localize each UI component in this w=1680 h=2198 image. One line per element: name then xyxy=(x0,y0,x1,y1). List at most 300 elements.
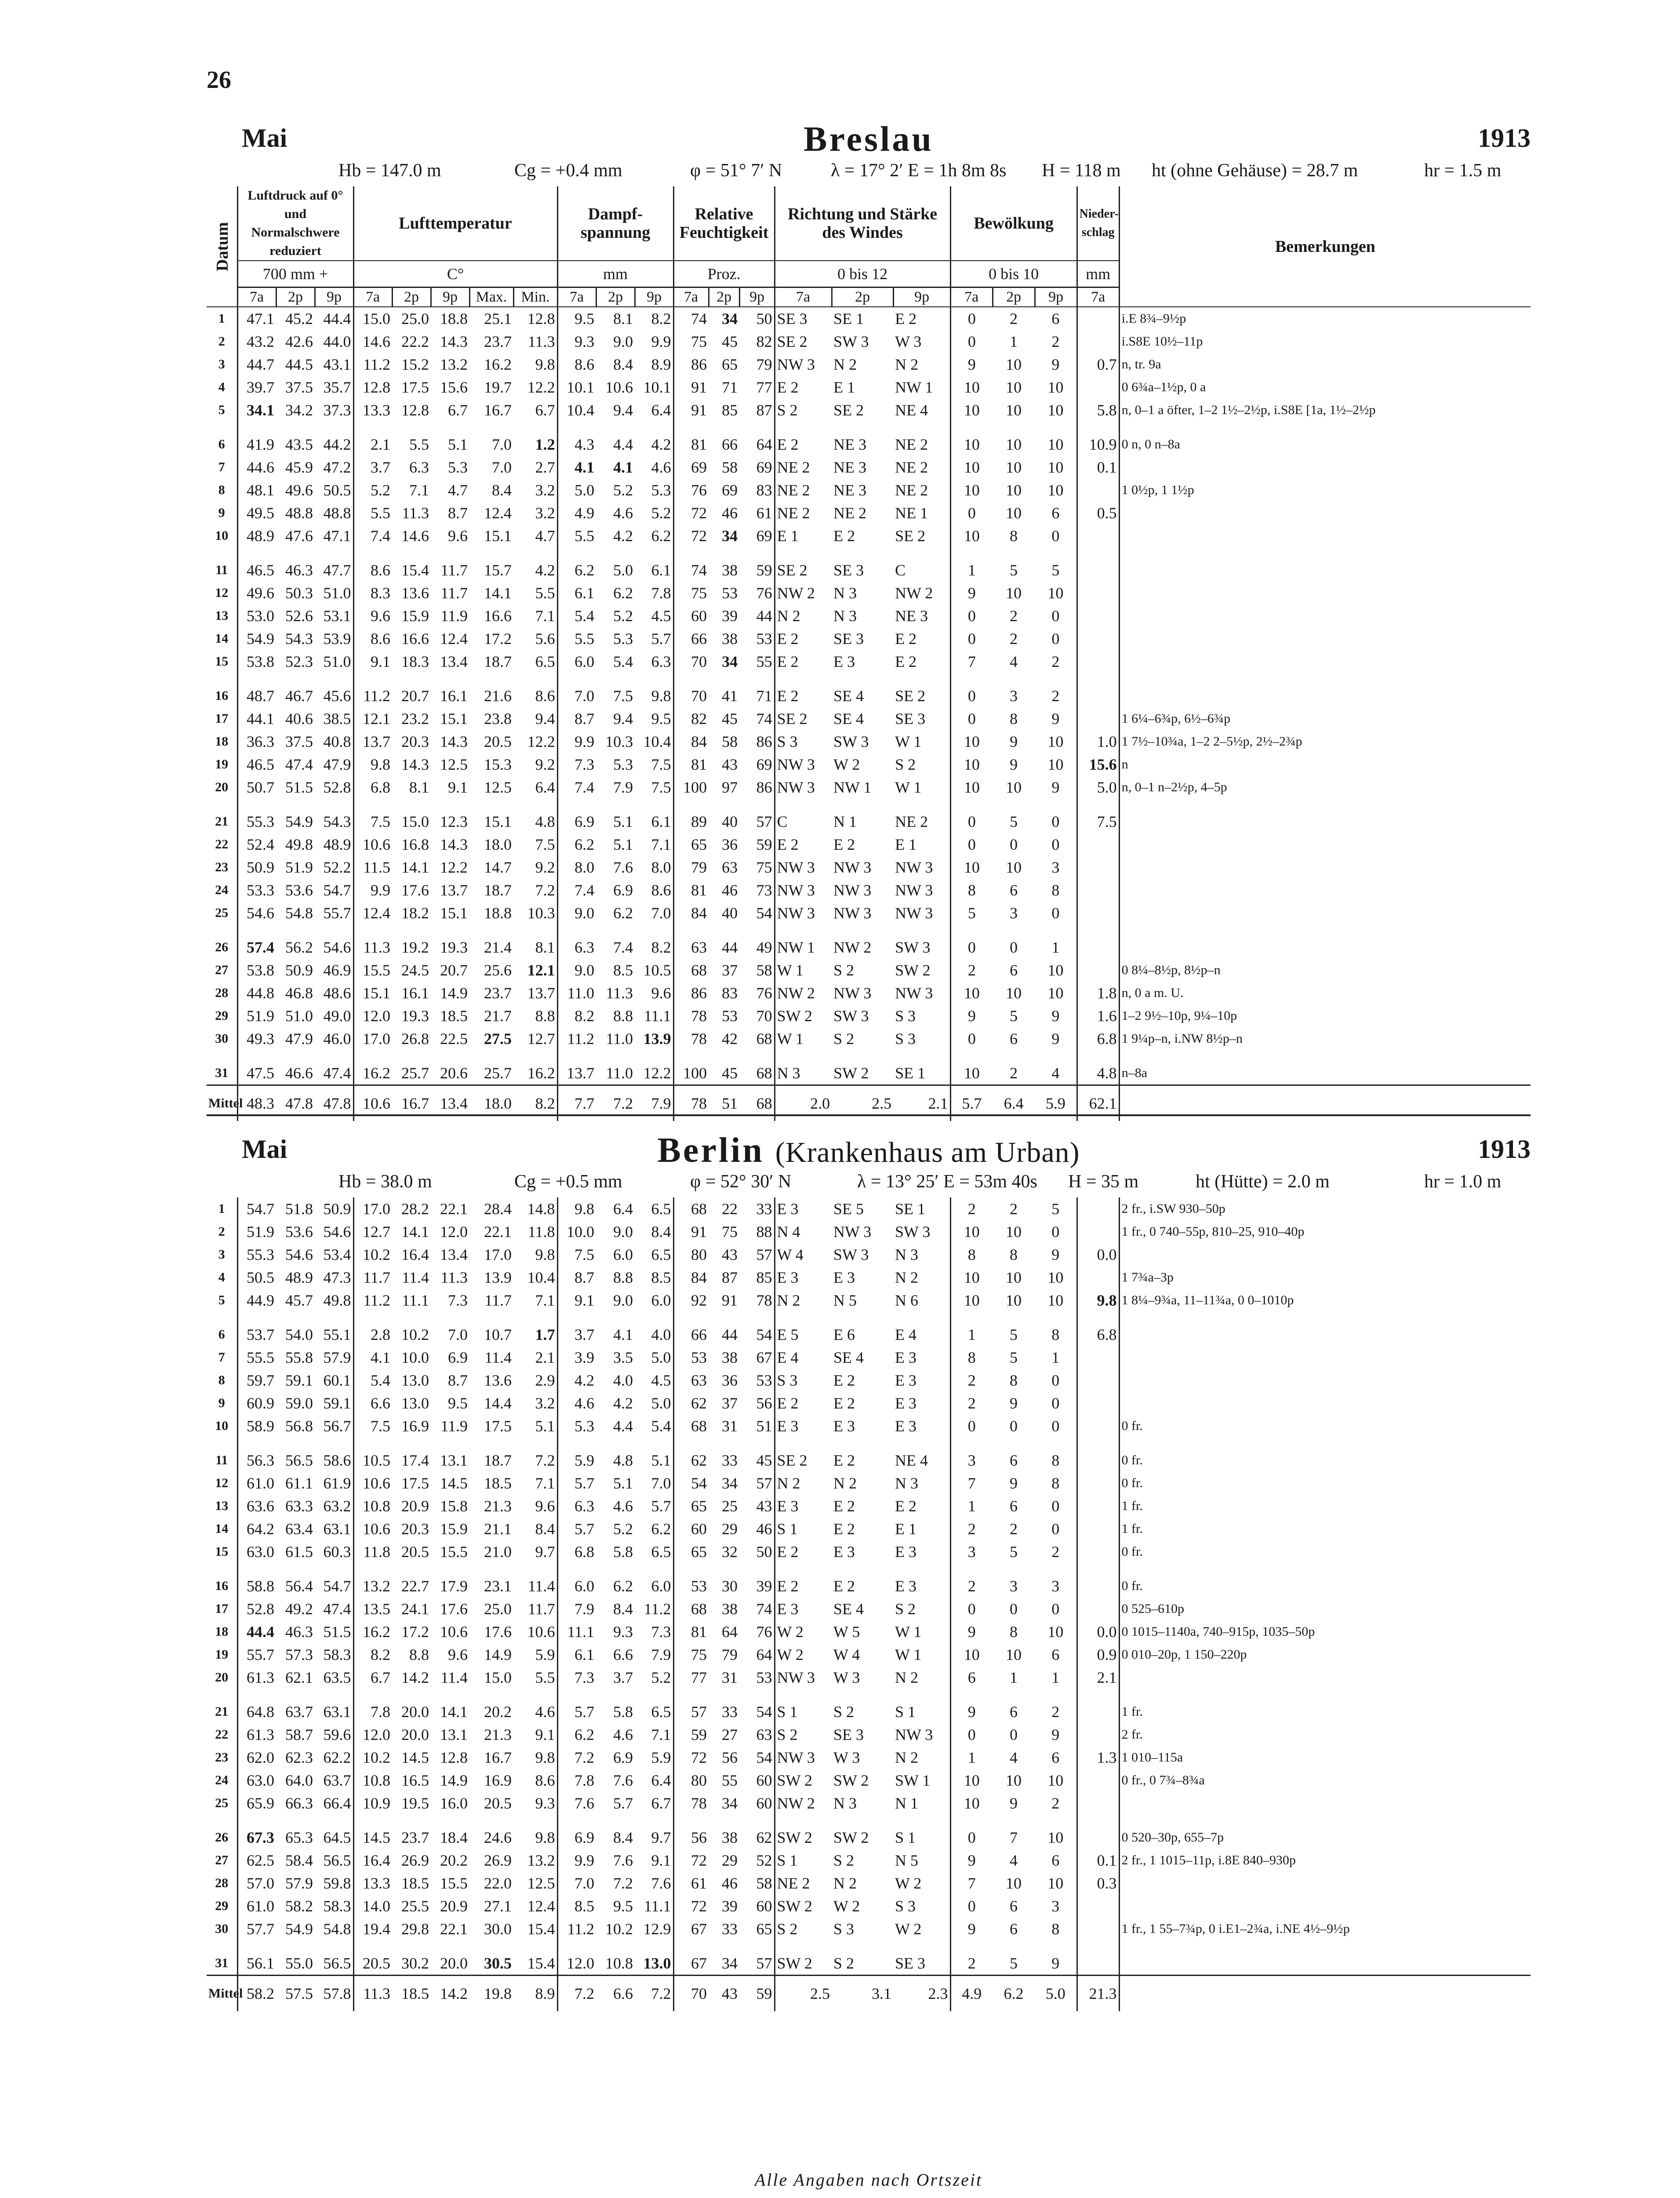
station-header xyxy=(207,120,1531,159)
data-cell: 60 xyxy=(673,604,709,627)
data-cell: 25.1 xyxy=(484,310,512,328)
data-cell: 75 xyxy=(722,1223,738,1241)
data-cell: 60.3 xyxy=(323,1543,351,1561)
data-cell: 11.7 xyxy=(484,1292,512,1309)
day-number: 20 xyxy=(207,776,237,799)
data-cell: 16.4 xyxy=(401,1246,429,1263)
data-cell: S 1 xyxy=(895,1829,916,1846)
data-cell: 5.0 xyxy=(557,479,596,502)
data-cell: 53.6 xyxy=(285,881,313,899)
data-cell: 23.2 xyxy=(401,710,429,728)
unit-niederschlag: mm xyxy=(1077,261,1119,287)
data-cell: 0 xyxy=(1051,813,1060,830)
data-cell: 53.1 xyxy=(323,607,351,625)
data-cell: 47.9 xyxy=(323,756,351,773)
data-cell: 4.2 xyxy=(613,1394,633,1412)
data-cell: 4 xyxy=(1010,1852,1018,1869)
data-cell: 56.8 xyxy=(285,1417,313,1435)
day-number: 2 xyxy=(207,330,237,353)
data-cell: 52.3 xyxy=(285,653,313,670)
data-cell: W 2 xyxy=(895,1920,922,1938)
data-cell: 8.4 xyxy=(535,1520,555,1538)
mean-cell: 6.4 xyxy=(993,1085,1035,1121)
data-cell: 8.9 xyxy=(651,356,671,373)
data-cell: 11.3 xyxy=(353,924,392,959)
data-cell: 60 xyxy=(756,1897,772,1915)
data-cell: 7 xyxy=(950,1472,993,1495)
data-cell: 14.3 xyxy=(401,756,429,773)
data-cell: 15.5 xyxy=(353,959,392,982)
data-cell: 19.5 xyxy=(401,1794,429,1812)
data-cell: 16.8 xyxy=(401,836,429,853)
data-cell: 6.4 xyxy=(651,1772,671,1789)
col-dampfspannung: Dampf-spannung xyxy=(557,186,673,261)
data-cell: 5.4 xyxy=(353,1369,392,1392)
data-cell: 7.1 xyxy=(535,1292,555,1309)
data-cell xyxy=(1077,1415,1119,1437)
data-cell: 2 xyxy=(1010,1200,1018,1218)
data-cell xyxy=(1077,1540,1119,1563)
data-cell: 5.0 xyxy=(651,1394,671,1412)
table-row xyxy=(207,1415,1531,1437)
mean-cell: 7.7 xyxy=(557,1085,596,1121)
data-cell: 30.5 xyxy=(484,1954,512,1972)
table-row xyxy=(207,1940,1531,1976)
data-cell: 70 xyxy=(673,650,709,673)
data-cell: 0 xyxy=(950,604,993,627)
data-cell: 22.1 xyxy=(484,1223,512,1241)
sub-9p: 9p xyxy=(635,287,673,307)
data-cell: 51.9 xyxy=(247,1007,274,1025)
data-cell: 7.1 xyxy=(651,1726,671,1743)
data-cell: 15.4 xyxy=(401,561,429,579)
data-cell: N 2 xyxy=(895,1749,918,1766)
data-cell: 64 xyxy=(756,436,772,453)
data-cell: 85 xyxy=(756,1269,772,1286)
data-cell: 54.9 xyxy=(285,813,313,830)
data-cell: 6.8 xyxy=(557,1540,596,1563)
data-cell: 12.3 xyxy=(440,813,468,830)
data-cell: NE 3 xyxy=(833,481,867,499)
data-cell: 4.5 xyxy=(651,607,671,625)
data-cell: 55.7 xyxy=(247,1646,274,1663)
data-cell: 5 xyxy=(1051,1200,1060,1218)
data-cell: 17.0 xyxy=(484,1246,512,1263)
data-cell: 55.3 xyxy=(247,1246,274,1263)
data-cell: 9 xyxy=(950,582,993,604)
data-cell: 20.0 xyxy=(401,1726,429,1743)
data-cell: 9.9 xyxy=(557,730,596,753)
data-cell: 20.0 xyxy=(401,1703,429,1721)
data-cell: C xyxy=(895,561,906,579)
data-cell: 4.6 xyxy=(651,459,671,476)
mean-cell: 5.7 xyxy=(950,1085,993,1121)
data-cell: 9.6 xyxy=(448,527,468,545)
data-cell: 64.8 xyxy=(247,1703,274,1721)
data-cell: 62.1 xyxy=(285,1669,313,1686)
data-cell: 10 xyxy=(950,456,993,479)
data-cell: 17.5 xyxy=(401,378,429,396)
data-cell: 76 xyxy=(756,984,772,1002)
data-cell: 45 xyxy=(722,1064,738,1082)
data-cell: 0 xyxy=(950,1895,993,1918)
data-cell: 4.8 xyxy=(613,1452,633,1469)
data-cell: 87 xyxy=(756,401,772,419)
data-cell: E 6 xyxy=(833,1326,855,1343)
data-cell: 8.7 xyxy=(557,1266,596,1289)
sub-2p: 2p xyxy=(392,287,431,307)
data-cell: 10 xyxy=(1047,984,1064,1002)
data-cell: 13.2 xyxy=(440,356,468,373)
data-cell: 10.5 xyxy=(643,961,671,979)
data-cell: 2 xyxy=(950,1517,993,1540)
data-cell: N 2 xyxy=(833,1474,857,1492)
data-cell: 46.5 xyxy=(247,561,274,579)
sub-9p: 9p xyxy=(893,287,950,307)
data-cell: 100 xyxy=(673,1050,709,1085)
data-cell xyxy=(1077,1598,1119,1620)
data-cell: 82 xyxy=(673,707,709,730)
data-cell: 13.1 xyxy=(440,1726,468,1743)
data-cell: 54.6 xyxy=(323,1223,351,1241)
data-cell: 8.2 xyxy=(651,310,671,328)
data-cell: 38.5 xyxy=(323,710,351,728)
data-cell: 1.3 xyxy=(1077,1746,1119,1769)
data-cell: 62 xyxy=(756,1829,772,1846)
data-cell: 12.2 xyxy=(643,1064,671,1082)
table-row xyxy=(207,1197,1531,1220)
data-cell: 47.4 xyxy=(285,756,313,773)
data-cell: 4.1 xyxy=(613,459,633,476)
data-cell: 53 xyxy=(722,1007,738,1025)
data-cell: NW 3 xyxy=(833,881,872,899)
day-number: 1 xyxy=(207,307,237,330)
data-cell: N 2 xyxy=(895,1269,918,1286)
data-cell: 7.6 xyxy=(557,1792,596,1815)
data-cell: 0 xyxy=(1051,630,1060,648)
data-cell: 0 xyxy=(1051,527,1060,545)
mean-cell: 6.2 xyxy=(993,1976,1035,2012)
data-cell: 0 xyxy=(1051,1372,1060,1389)
data-cell: SE 2 xyxy=(775,707,832,730)
mean-cell: 2.1 xyxy=(893,1085,950,1121)
data-cell xyxy=(1077,650,1119,673)
data-cell: E 2 xyxy=(775,627,832,650)
data-cell: 9.8 xyxy=(651,687,671,705)
data-cell: 7.2 xyxy=(535,1452,555,1469)
data-cell: 63 xyxy=(673,1369,709,1392)
data-cell: 84 xyxy=(673,730,709,753)
mean-cell: 51 xyxy=(709,1085,739,1121)
data-cell: 10 xyxy=(1006,779,1022,796)
table-row xyxy=(207,1598,1531,1620)
data-cell: 16.2 xyxy=(527,1064,555,1082)
data-cell: 12.2 xyxy=(527,733,555,750)
remarks-cell: 0 fr. xyxy=(1119,1415,1531,1437)
data-cell: 0.0 xyxy=(1077,1620,1119,1643)
data-cell: 12.8 xyxy=(401,401,429,419)
data-cell: 4.6 xyxy=(557,1392,596,1415)
data-cell xyxy=(1077,856,1119,879)
data-cell: 7.6 xyxy=(613,1772,633,1789)
table-row xyxy=(207,673,1531,707)
mean-cell: 14.2 xyxy=(431,1976,469,2012)
data-cell: NE 4 xyxy=(895,1452,928,1469)
data-cell: 86 xyxy=(673,982,709,1004)
data-cell: SW 3 xyxy=(833,1246,869,1263)
remarks-cell: 2 fr., 1 1015–11p, i.8E 840–930p xyxy=(1119,1849,1531,1872)
data-cell: SW 2 xyxy=(775,1004,832,1027)
data-cell: 5.9 xyxy=(557,1437,596,1472)
data-cell: 37 xyxy=(722,1394,738,1412)
mean-cell: 7.2 xyxy=(635,1976,673,2012)
data-cell xyxy=(1077,1815,1119,1849)
data-cell: SW 2 xyxy=(775,1769,832,1792)
data-cell: 3 xyxy=(1051,859,1060,876)
data-cell: 15.0 xyxy=(353,307,392,330)
data-cell: 28.4 xyxy=(484,1200,512,1218)
data-cell: 58.7 xyxy=(285,1726,313,1743)
data-cell: 79 xyxy=(722,1646,738,1663)
data-cell: 6.3 xyxy=(557,1495,596,1517)
data-cell: NW 3 xyxy=(833,859,872,876)
data-cell: 6.0 xyxy=(651,1577,671,1595)
data-cell: 6 xyxy=(950,1666,993,1689)
data-cell: 10 xyxy=(950,776,993,799)
data-cell: W 3 xyxy=(833,1749,860,1766)
data-cell: 16.0 xyxy=(440,1794,468,1812)
data-cell: 5.5 xyxy=(353,502,392,524)
data-cell: 57.9 xyxy=(285,1874,313,1892)
data-cell: 16.9 xyxy=(401,1417,429,1435)
data-cell: 7.3 xyxy=(557,753,596,776)
data-cell: 10.4 xyxy=(527,1269,555,1286)
data-cell: SE 4 xyxy=(833,1349,864,1366)
data-cell: 0 xyxy=(1051,1223,1060,1241)
mean-cell: 7.2 xyxy=(557,1976,596,2012)
data-cell xyxy=(1077,1369,1119,1392)
data-cell: 0 xyxy=(950,1598,993,1620)
data-cell: 1 xyxy=(1051,1669,1060,1686)
data-cell: 8.6 xyxy=(353,627,392,650)
data-cell: 0 xyxy=(1051,1520,1060,1538)
data-cell: 69 xyxy=(722,481,738,499)
data-cell: 6.5 xyxy=(651,1246,671,1263)
data-cell: 38 xyxy=(722,630,738,648)
data-cell: 9.1 xyxy=(448,779,468,796)
data-cell: 6.0 xyxy=(557,650,596,673)
data-cell: 9.1 xyxy=(353,650,392,673)
data-cell: 52.4 xyxy=(247,836,274,853)
day-number: 3 xyxy=(207,353,237,376)
data-cell: 6.9 xyxy=(448,1349,468,1366)
data-cell: W 1 xyxy=(895,779,922,796)
remarks-cell: 0 525–610p xyxy=(1119,1598,1531,1620)
table-row xyxy=(207,1918,1531,1940)
data-cell: 61.1 xyxy=(285,1474,313,1492)
table-row xyxy=(207,1666,1531,1689)
day-number: 30 xyxy=(207,1027,237,1050)
data-cell: 0 xyxy=(1010,1417,1018,1435)
data-cell: 10 xyxy=(1047,1292,1064,1309)
data-cell: 1.2 xyxy=(535,436,555,453)
data-cell: 19.4 xyxy=(353,1918,392,1940)
data-cell: 0 xyxy=(1010,1726,1018,1743)
data-cell: 23.7 xyxy=(484,984,512,1002)
table-row xyxy=(207,1004,1531,1027)
data-cell: 0 xyxy=(1051,904,1060,922)
data-cell: 39 xyxy=(722,1897,738,1915)
data-cell: 3.2 xyxy=(535,504,555,522)
data-cell: 56.5 xyxy=(285,1452,313,1469)
data-cell: 3.7 xyxy=(353,456,392,479)
data-cell: 24.5 xyxy=(401,961,429,979)
data-cell: 15.6 xyxy=(440,378,468,396)
data-cell: 7.5 xyxy=(651,756,671,773)
mean-cell: 8.2 xyxy=(513,1085,557,1121)
data-cell: 14.3 xyxy=(440,836,468,853)
mean-cell: 18.5 xyxy=(392,1976,431,2012)
data-cell: 9.9 xyxy=(651,333,671,350)
data-cell: 44.2 xyxy=(323,436,351,453)
data-cell: 12.4 xyxy=(353,902,392,924)
data-cell: N 3 xyxy=(895,1474,918,1492)
data-cell: 10.1 xyxy=(643,378,671,396)
data-cell: 0 xyxy=(950,502,993,524)
data-cell: 0 xyxy=(950,330,993,353)
mean-cell: 19.8 xyxy=(469,1976,513,2012)
data-cell: 48.1 xyxy=(247,481,274,499)
data-cell: 8 xyxy=(1010,1372,1018,1389)
meta-gravity-correction: Cg = +0.5 mm xyxy=(514,1172,622,1192)
data-cell: E 3 xyxy=(895,1417,916,1435)
data-cell: 11.4 xyxy=(484,1349,512,1366)
data-cell: 2 xyxy=(1010,607,1018,625)
data-cell: 44 xyxy=(722,1326,738,1343)
data-cell: 25.7 xyxy=(484,1064,512,1082)
data-cell: 8.7 xyxy=(448,504,468,522)
data-cell: 33 xyxy=(722,1703,738,1721)
data-cell: 12.0 xyxy=(440,1223,468,1241)
data-cell: 45.6 xyxy=(323,687,351,705)
table-row xyxy=(207,1220,1531,1243)
data-cell: 72 xyxy=(673,502,709,524)
data-cell: 10 xyxy=(1006,356,1022,373)
data-cell: 17.6 xyxy=(401,881,429,899)
data-cell: 57.7 xyxy=(247,1920,274,1938)
data-cell xyxy=(1077,547,1119,582)
data-cell: 5.4 xyxy=(613,653,633,670)
data-cell: 34 xyxy=(722,527,738,545)
data-cell: 5.5 xyxy=(557,524,596,547)
data-cell: 8.6 xyxy=(651,881,671,899)
data-cell: 80 xyxy=(673,1769,709,1792)
data-cell: NW 3 xyxy=(775,353,832,376)
data-cell: 11.7 xyxy=(440,561,468,579)
data-cell: 45.2 xyxy=(285,310,313,328)
data-cell: 5.3 xyxy=(557,1415,596,1437)
data-cell: 47.3 xyxy=(323,1269,351,1286)
data-cell: 51.9 xyxy=(285,859,313,876)
data-cell: 0 xyxy=(950,1723,993,1746)
data-cell: 8 xyxy=(950,879,993,902)
data-cell: 11.3 xyxy=(402,504,429,522)
data-cell xyxy=(1077,479,1119,502)
data-cell: 2 xyxy=(1010,1520,1018,1538)
unit-lufttemperatur: C° xyxy=(353,261,557,287)
data-cell: 7.6 xyxy=(613,859,633,876)
day-number: 11 xyxy=(207,547,237,582)
data-cell: 44.1 xyxy=(247,710,274,728)
data-cell: 6.6 xyxy=(353,1392,392,1415)
data-cell: 41.9 xyxy=(247,436,274,453)
data-cell: 48.9 xyxy=(323,836,351,853)
remarks-cell xyxy=(1119,673,1531,707)
data-cell: 7.3 xyxy=(557,1666,596,1689)
data-cell: 17.5 xyxy=(401,1474,429,1492)
data-cell: S 2 xyxy=(833,961,855,979)
data-cell: 63.4 xyxy=(285,1520,313,1538)
data-cell: 46 xyxy=(722,504,738,522)
data-cell: 27 xyxy=(722,1726,738,1743)
data-cell: 76 xyxy=(756,584,772,602)
data-cell: 19.7 xyxy=(484,378,512,396)
remarks-cell: 1 fr. xyxy=(1119,1495,1531,1517)
data-cell: 55.7 xyxy=(323,904,351,922)
data-cell: 16.6 xyxy=(401,630,429,648)
data-cell: 10 xyxy=(950,856,993,879)
data-cell: 66.3 xyxy=(285,1794,313,1812)
table-row xyxy=(207,353,1531,376)
data-cell: 4.6 xyxy=(613,504,633,522)
sub-9p: 9p xyxy=(315,287,353,307)
data-cell xyxy=(1077,376,1119,399)
data-cell: 53.8 xyxy=(247,961,274,979)
data-cell: 49.2 xyxy=(285,1600,313,1618)
data-cell: NE 4 xyxy=(895,401,928,419)
data-cell: 13.3 xyxy=(353,1872,392,1895)
data-cell: 68 xyxy=(673,1197,709,1220)
data-cell: 9 xyxy=(950,1918,993,1940)
sub-7a: 7a xyxy=(237,287,276,307)
data-cell xyxy=(1077,1792,1119,1815)
data-cell: SE 3 xyxy=(895,1954,926,1972)
data-cell: SE 2 xyxy=(775,330,832,353)
data-cell: 8.4 xyxy=(613,1600,633,1618)
data-cell: 10.8 xyxy=(605,1954,633,1972)
data-cell: 6.8 xyxy=(353,776,392,799)
data-cell: 47.9 xyxy=(285,1030,313,1048)
col-feuchtigkeit: Relative Feuchtigkeit xyxy=(673,186,775,261)
data-cell: 14.5 xyxy=(440,1474,468,1492)
data-cell xyxy=(1077,582,1119,604)
data-cell: E 2 xyxy=(895,653,917,670)
data-cell: E 5 xyxy=(775,1312,832,1346)
data-cell: 4.2 xyxy=(535,561,555,579)
data-cell: E 1 xyxy=(833,378,855,396)
data-cell xyxy=(1077,1918,1119,1940)
data-cell: 69 xyxy=(756,527,772,545)
remarks-cell: 0 8¼–8½p, 8½p–n xyxy=(1119,959,1531,982)
data-cell: SE 4 xyxy=(833,1600,864,1618)
data-cell: S 2 xyxy=(833,1703,855,1721)
data-cell: 10 xyxy=(950,479,993,502)
data-cell: 5 xyxy=(1051,561,1060,579)
data-cell: W 3 xyxy=(833,1669,860,1686)
data-cell: 66 xyxy=(722,436,738,453)
data-cell xyxy=(1077,524,1119,547)
data-cell: 6.2 xyxy=(613,1577,633,1595)
